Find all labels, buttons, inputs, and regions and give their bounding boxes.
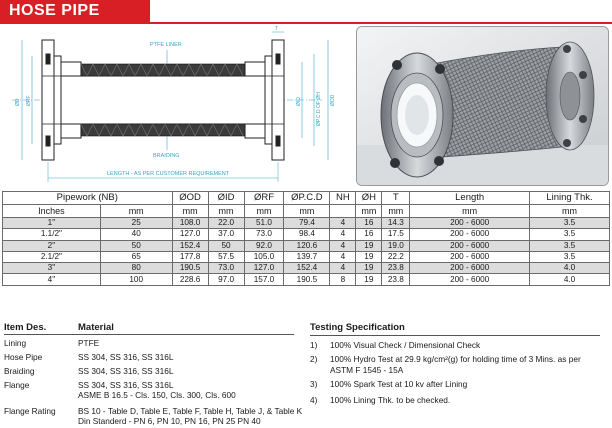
table-cell: 200 - 6000 xyxy=(410,274,530,285)
table-cell: 22.0 xyxy=(208,218,244,229)
table-cell: 200 - 6000 xyxy=(410,251,530,262)
material-value-braiding: SS 304, SS 316, SS 316L xyxy=(78,366,174,376)
testing-item-text: 100% Visual Check / Dimensional Check xyxy=(330,340,481,350)
dimensions-table xyxy=(2,191,610,286)
left-flange xyxy=(42,40,61,160)
table-cell: 127.0 xyxy=(244,263,284,274)
table-cell: 139.7 xyxy=(284,251,330,262)
table-cell: 97.0 xyxy=(208,274,244,285)
table-row xyxy=(3,240,610,251)
materials-divider xyxy=(4,334,294,335)
material-label-flange: Flange xyxy=(4,380,30,390)
unit-header xyxy=(330,205,356,218)
table-cell: 51.0 xyxy=(244,218,284,229)
od-label: ØD xyxy=(15,98,21,106)
right-flange xyxy=(265,40,284,160)
table-cell: 98.4 xyxy=(284,229,330,240)
testing-item-number: 4) xyxy=(310,395,318,405)
table-cell: 2" xyxy=(3,240,101,251)
col-header-length: Length xyxy=(410,192,530,205)
material-value-hose-pipe: SS 304, SS 316, SS 316L xyxy=(78,352,174,362)
table-cell: 37.0 xyxy=(208,229,244,240)
col-header-od: ØOD xyxy=(172,192,208,205)
testing-item-text: 100% Lining Thk. to be checked. xyxy=(330,395,451,405)
table-cell: 57.5 xyxy=(208,251,244,262)
id-label: ØID xyxy=(296,97,302,106)
page-header xyxy=(0,0,150,22)
hose-pipe-photo-illustration xyxy=(357,27,609,186)
material-label-hose-pipe: Hose Pipe xyxy=(4,352,43,362)
table-cell: 50 xyxy=(100,240,172,251)
table-cell: 200 - 6000 xyxy=(410,263,530,274)
col-header-lining-thk: Lining Thk. xyxy=(530,192,610,205)
materials-item-heading: Item Des. xyxy=(4,322,47,333)
table-cell: 120.6 xyxy=(284,240,330,251)
col-header-h: ØH xyxy=(356,192,382,205)
pcd-label: ØP.C.D OF ØH xyxy=(316,92,322,126)
table-cell: 19.0 xyxy=(382,240,410,251)
testing-divider xyxy=(310,335,600,336)
table-cell: 3.5 xyxy=(530,218,610,229)
table-cell: 4.0 xyxy=(530,263,610,274)
table-cell: 17.5 xyxy=(382,229,410,240)
table-cell: 50 xyxy=(208,240,244,251)
table-cell: 4 xyxy=(330,251,356,262)
braiding-label: BRAIDING xyxy=(153,153,180,159)
page-title: HOSE PIPE xyxy=(9,2,100,19)
table-cell: 23.8 xyxy=(382,263,410,274)
table-cell: 92.0 xyxy=(244,240,284,251)
table-row xyxy=(3,218,610,229)
unit-header: mm xyxy=(100,205,172,218)
table-cell: 3.5 xyxy=(530,251,610,262)
table-cell: 80 xyxy=(100,263,172,274)
unit-header: mm xyxy=(284,205,330,218)
table-cell: 16 xyxy=(356,229,382,240)
unit-header: mm xyxy=(410,205,530,218)
col-header-pcd: ØP.C.D xyxy=(284,192,330,205)
table-row xyxy=(3,229,610,240)
unit-header: mm xyxy=(172,205,208,218)
table-cell: 8 xyxy=(330,274,356,285)
unit-header: mm xyxy=(356,205,382,218)
table-cell: 4 xyxy=(330,229,356,240)
material-value-flange: SS 304, SS 316, SS 316L xyxy=(78,380,174,390)
col-header-pipework: Pipework (NB) xyxy=(3,192,173,205)
table-cell: 1" xyxy=(3,218,101,229)
table-cell: 177.8 xyxy=(172,251,208,262)
table-cell: 4.0 xyxy=(530,274,610,285)
table-cell: 14.3 xyxy=(382,218,410,229)
table-cell: 25 xyxy=(100,218,172,229)
table-cell: 1.1/2" xyxy=(3,229,101,240)
testing-item-number: 1) xyxy=(310,340,318,350)
table-cell: 73.0 xyxy=(208,263,244,274)
testing-item-number: 3) xyxy=(310,379,318,389)
table-cell: 79.4 xyxy=(284,218,330,229)
header-divider xyxy=(0,22,612,24)
table-cell: 152.4 xyxy=(284,263,330,274)
table-cell: 4 xyxy=(330,240,356,251)
table-cell: 19 xyxy=(356,263,382,274)
table-cell: 73.0 xyxy=(244,229,284,240)
table-unit-header-row xyxy=(3,205,610,218)
table-group-header-row xyxy=(3,192,610,205)
unit-header: Inches xyxy=(3,205,101,218)
testing-item-number: 2) xyxy=(310,354,318,364)
material-value-lining: PTFE xyxy=(78,338,100,348)
table-row xyxy=(3,274,610,285)
length-label: LENGTH - AS PER CUSTOMER REQUIREMENT xyxy=(107,171,230,177)
table-cell: 3.5 xyxy=(530,229,610,240)
unit-header: mm xyxy=(244,205,284,218)
table-cell: 190.5 xyxy=(284,274,330,285)
ood-label: ØOD xyxy=(330,94,336,106)
table-cell: 22.2 xyxy=(382,251,410,262)
table-cell: 152.4 xyxy=(172,240,208,251)
material-label-braiding: Braiding xyxy=(4,366,35,376)
unit-header: mm xyxy=(382,205,410,218)
hose-pipe-technical-drawing xyxy=(2,26,352,188)
table-cell: 4" xyxy=(3,274,101,285)
table-cell: 19 xyxy=(356,251,382,262)
table-cell: 19 xyxy=(356,240,382,251)
table-cell: 4 xyxy=(330,263,356,274)
table-cell: 200 - 6000 xyxy=(410,240,530,251)
table-row xyxy=(3,263,610,274)
table-cell: 100 xyxy=(100,274,172,285)
table-row xyxy=(3,251,610,262)
table-cell: 127.0 xyxy=(172,229,208,240)
materials-material-heading: Material xyxy=(78,322,114,333)
table-cell: 105.0 xyxy=(244,251,284,262)
table-cell: 157.0 xyxy=(244,274,284,285)
material-label-flange-rating: Flange Rating xyxy=(4,406,56,416)
table-cell: 190.5 xyxy=(172,263,208,274)
testing-item-text: 100% Spark Test at 10 kv after Lining xyxy=(330,379,468,389)
table-cell: 3" xyxy=(3,263,101,274)
col-header-rf: ØRF xyxy=(244,192,284,205)
col-header-nh: NH xyxy=(330,192,356,205)
testing-heading: Testing Specification xyxy=(310,322,405,333)
col-header-id: ØID xyxy=(208,192,244,205)
table-cell: 200 - 6000 xyxy=(410,229,530,240)
table-cell: 108.0 xyxy=(172,218,208,229)
col-header-t: T xyxy=(382,192,410,205)
t-label: T xyxy=(275,26,279,32)
table-cell: 40 xyxy=(100,229,172,240)
product-photo xyxy=(356,26,609,186)
table-cell: 4 xyxy=(330,218,356,229)
table-cell: 3.5 xyxy=(530,240,610,251)
table-cell: 16 xyxy=(356,218,382,229)
material-label-lining: Lining xyxy=(4,338,27,348)
unit-header: mm xyxy=(208,205,244,218)
unit-header: mm xyxy=(530,205,610,218)
table-cell: 65 xyxy=(100,251,172,262)
material-value-flange-standard: ASME B 16.5 - Cls. 150, Cls. 300, Cls. 600 xyxy=(78,390,236,400)
ptfe-liner xyxy=(61,76,265,124)
ptfe-liner-label: PTFE LINER xyxy=(150,42,182,48)
table-cell: 23.8 xyxy=(382,274,410,285)
table-cell: 200 - 6000 xyxy=(410,218,530,229)
rf-label: ØRF xyxy=(26,95,32,106)
table-cell: 19 xyxy=(356,274,382,285)
table-cell: 2.1/2" xyxy=(3,251,101,262)
testing-item-text: 100% Hydro Test at 29.9 kg/cm²(g) for holding time of 3 Mins. as per ASTM F 1545 - 15A xyxy=(330,354,581,375)
material-value-flange-rating-din: Din Standerd - PN 6, PN 10, PN 16, PN 25 PN 40 xyxy=(78,416,261,426)
material-value-flange-rating: BS 10 - Table D, Table E, Table F, Table H, Table J, & Table K xyxy=(78,406,303,416)
table-cell: 228.6 xyxy=(172,274,208,285)
